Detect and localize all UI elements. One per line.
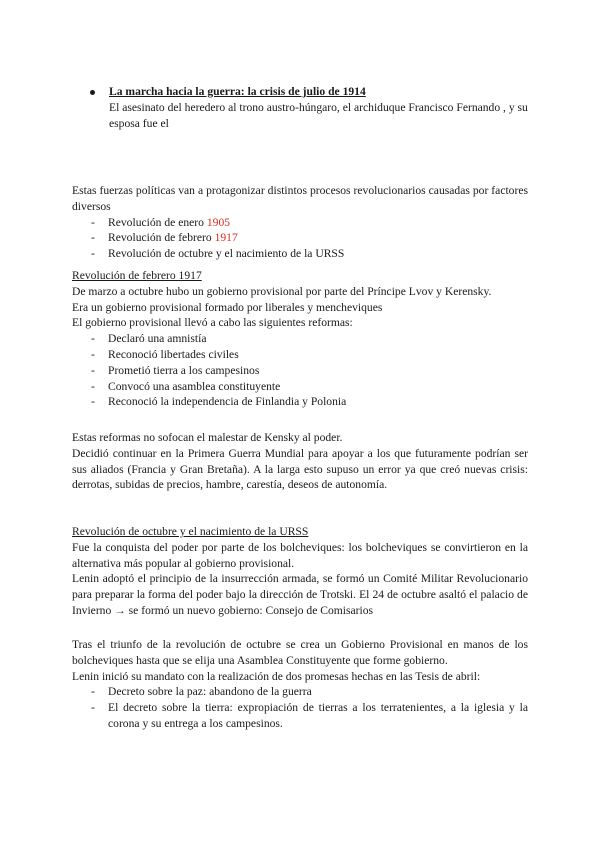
dash-mark: - xyxy=(91,701,95,715)
list-item xyxy=(72,363,528,379)
guerra-text: Decidió continuar en la Primera Guerra Mundial para apoyar a los que futuramente podrían ser sus aliados (Francia y Gran Bretaña). A la larga esto supuso un error ya que creó nuevas crisis: derrotas, subidas de precios, hambre, carestía, deseos de autonomía. xyxy=(72,446,528,492)
item-year: 1905 xyxy=(206,215,231,229)
decreto-text: Decreto sobre la paz: abandono de la guerra xyxy=(108,685,312,699)
octubre-p2: Lenin adoptó el principio de la insurrección armada, se formó un Comité Militar Revolucionario para preparar la forma del poder bajo la dirección de Trotski. El 24 de octubre asaltó el palacio de Invierno → se formó un nuevo gobierno: Consejo de Comisarios xyxy=(72,572,528,617)
dash-mark: - xyxy=(91,231,95,245)
reform-text: Convocó una asamblea constituyente xyxy=(108,379,281,393)
dash-mark: - xyxy=(91,347,95,361)
reform-text: Declaró una amnistía xyxy=(108,332,207,346)
decreto-text: El decreto sobre la tierra: expropiación de tierras a los terratenientes, a la iglesia y la corona y su entrega a los campesinos. xyxy=(108,701,528,730)
dash-mark: - xyxy=(91,247,95,261)
crisis-bullet xyxy=(90,84,530,131)
octubre-section xyxy=(72,524,528,619)
octubre-p3: Tras el triunfo de la revolución de octubre se crea un Gobierno Provisional en manos de los bolcheviques hasta que se elija una Asamblea Constituyente que forme gobierno. xyxy=(72,638,528,667)
bullet-dot-icon xyxy=(90,90,95,95)
list-item xyxy=(72,684,528,700)
reformas-list xyxy=(72,331,528,410)
dash-mark: - xyxy=(91,363,95,377)
list-item xyxy=(72,347,528,363)
malestar-section xyxy=(72,430,528,493)
list-item xyxy=(72,230,528,246)
list-item xyxy=(72,246,528,262)
fuerzas-intro: Estas fuerzas políticas van a protagonizar distintos procesos revolucionarios causadas por factores diversos xyxy=(72,184,528,213)
febrero-line: El gobierno provisional llevó a cabo las siguientes reformas: xyxy=(72,316,353,330)
dash-mark: - xyxy=(91,332,95,346)
dash-mark: - xyxy=(91,215,95,229)
octubre-p4: Lenin inició su mandato con la realización de dos promesas hechas en las Tesis de abril: xyxy=(72,669,481,683)
reform-text: Prometió tierra a los campesinos xyxy=(108,363,260,377)
bullet-row xyxy=(90,84,530,131)
dash-mark: - xyxy=(91,395,95,409)
octubre-p1: Fue la conquista del poder por parte de los bolcheviques: los bolcheviques se convirtieron en la alternativa más popular al gobierno provisional. xyxy=(72,540,528,570)
decretos-list xyxy=(72,684,528,731)
tras-section xyxy=(72,637,528,732)
febrero-line: De marzo a octubre hubo un gobierno provisional por parte del Príncipe Lvov y Kerensky. xyxy=(72,284,492,298)
bullet-text: El asesinato del heredero al trono austro-húngaro, el archiduque Francisco Fernando , y su esposa fue el xyxy=(109,100,528,130)
febrero-line: Era un gobierno provisional formado por liberales y mencheviques xyxy=(72,300,383,314)
dash-mark: - xyxy=(91,685,95,699)
list-item xyxy=(72,700,528,732)
reform-text: Reconoció la independencia de Finlandia y Polonia xyxy=(108,395,347,409)
list-item xyxy=(72,379,528,395)
item-label: Revolución de octubre y el nacimiento de la URSS xyxy=(108,247,345,261)
list-item xyxy=(72,394,528,410)
list-item xyxy=(72,215,528,231)
febrero-section xyxy=(72,268,528,410)
febrero-heading: Revolución de febrero 1917 xyxy=(72,269,202,282)
malestar-text: Estas reformas no sofocan el malestar de Kensky al poder. xyxy=(72,431,343,444)
item-label: Revolución de febrero xyxy=(108,231,215,245)
list-item xyxy=(72,331,528,347)
item-year: 1917 xyxy=(214,231,238,245)
reform-text: Reconoció libertades civiles xyxy=(108,347,239,361)
fuerzas-section xyxy=(72,183,528,262)
dash-mark: - xyxy=(91,379,95,393)
octubre-heading: Revolución de octubre y el nacimiento de la URSS xyxy=(72,525,309,538)
revoluciones-list xyxy=(72,215,528,262)
bullet-title: La marcha hacia la guerra: la crisis de julio de 1914 xyxy=(109,85,366,98)
item-label: Revolución de enero xyxy=(108,215,207,229)
